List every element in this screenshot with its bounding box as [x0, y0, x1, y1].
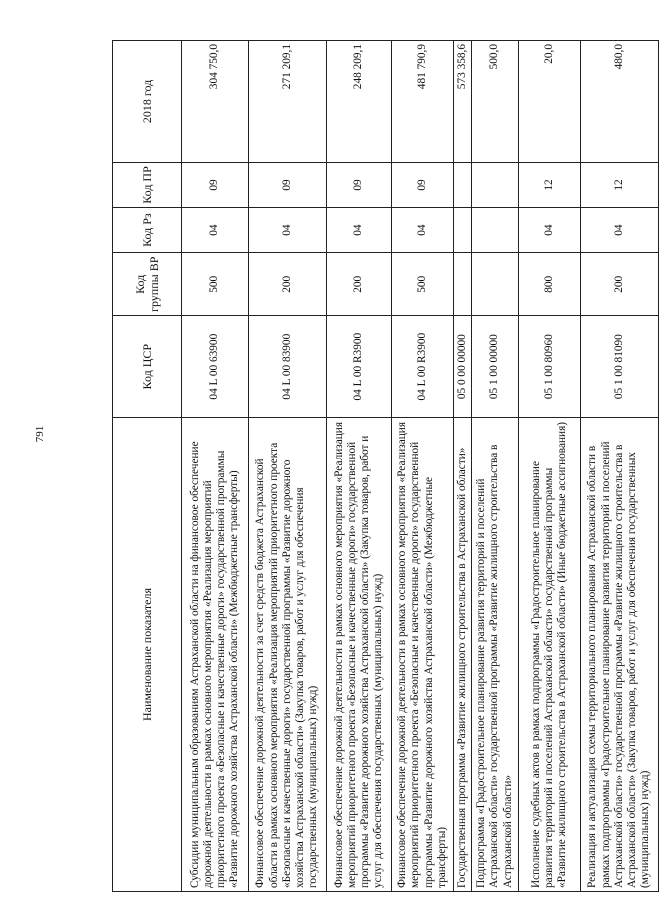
- row-vr: [472, 253, 519, 316]
- table-row: [454, 41, 472, 892]
- row-csr: 05 0 00 00000: [454, 316, 472, 418]
- table-row: [472, 41, 519, 892]
- row-name: Исполнение судебных актов в рамках подпрограммы «Градостроительное планирование развития территорий и поселений Астраханской области» государственной программы «Развитие жилищного строительства в Астраханской области» (Иные бюджетные ассигнования): [519, 417, 581, 891]
- header-name: Наименование показателя: [113, 417, 182, 891]
- header-pr: Код ПР: [113, 162, 182, 207]
- row-name: Финансовое обеспечение дорожной деятельности в рамках основного мероприятия «Реализация мероприятий приоритетного проекта «Безопасные и качественные дороги» государственной программы «Развитие дорожного хозяйства Астраханской области» (Межбюджетные трансферты): [392, 417, 454, 891]
- header-csr: Код ЦСР: [113, 316, 182, 418]
- row-pr: 12: [581, 162, 659, 207]
- row-csr: 04 L 00 63900: [182, 316, 249, 418]
- row-sum: 500,0: [472, 41, 519, 163]
- row-sum: 304 750,0: [182, 41, 249, 163]
- table-row: [392, 41, 454, 892]
- row-sum: 481 790,9: [392, 41, 454, 163]
- row-csr: 04 L 00 R3900: [327, 316, 392, 418]
- row-pr: [472, 162, 519, 207]
- row-pr: 09: [327, 162, 392, 207]
- row-name: Государственная программа «Развитие жилищного строительства в Астраханской области»: [454, 417, 472, 891]
- row-csr: 05 1 00 00000: [472, 316, 519, 418]
- row-name: Финансовое обеспечение дорожной деятельности за счет средств бюджета Астраханской области в рамках основного мероприятия «Реализация мероприятий приоритетного проекта «Безопасные и качественные дороги» государственной программы «Развитие дорожного хозяйства Астраханской области» (Закупка товаров, работ и услуг для обеспечения государственных (муниципальных) нужд): [249, 417, 327, 891]
- row-rz: 04: [182, 208, 249, 253]
- row-pr: [454, 162, 472, 207]
- row-pr: 09: [249, 162, 327, 207]
- row-name: Субсидии муниципальным образованиям Астраханской области на финансовое обеспечение дорожной деятельности в рамках основного мероприятия «Реализация мероприятий приоритетного проекта «Безопасные и качественные дороги» государственной программы «Развитие дорожного хозяйства Астраханской области» (Межбюджетные трансферты): [182, 417, 249, 891]
- header-row: [113, 41, 182, 892]
- row-csr: 05 1 00 80960: [519, 316, 581, 418]
- row-rz: 04: [249, 208, 327, 253]
- row-rz: 04: [327, 208, 392, 253]
- table-row: [327, 41, 392, 892]
- row-vr: 200: [249, 253, 327, 316]
- page-number: 791: [34, 425, 46, 443]
- header-vr: Код группы ВР: [113, 253, 182, 316]
- header-rz: Код Рз: [113, 208, 182, 253]
- row-rz: 04: [519, 208, 581, 253]
- header-sum: 2018 год: [113, 41, 182, 163]
- row-name: Подпрограмма «Градостроительное планирование развития территорий и поселений Астраханской области» государственной программы «Развитие жилищного строительства в Астраханской области»: [472, 417, 519, 891]
- row-sum: 248 209,1: [327, 41, 392, 163]
- row-vr: [454, 253, 472, 316]
- row-sum: 271 209,1: [249, 41, 327, 163]
- row-sum: 20,0: [519, 41, 581, 163]
- rotated-table-container: [112, 40, 652, 892]
- row-vr: 200: [327, 253, 392, 316]
- row-csr: 04 L 00 83900: [249, 316, 327, 418]
- row-rz: 04: [392, 208, 454, 253]
- row-vr: 500: [392, 253, 454, 316]
- row-pr: 12: [519, 162, 581, 207]
- table-row: [249, 41, 327, 892]
- row-sum: 573 358,6: [454, 41, 472, 163]
- row-vr: 800: [519, 253, 581, 316]
- row-rz: [472, 208, 519, 253]
- row-name: Реализация и актуализация схемы территориального планирования Астраханской области в рамках подпрограммы «Градостроительное планирование развития территорий и поселений Астраханской области» государственной программы «Развитие жилищного строительства в Астраханской области» (Закупка товаров, работ и услуг для обеспечения государственных (муниципальных) нужд): [581, 417, 659, 891]
- row-rz: 04: [581, 208, 659, 253]
- budget-table: [112, 40, 659, 892]
- row-rz: [454, 208, 472, 253]
- row-pr: 09: [182, 162, 249, 207]
- table-row: [182, 41, 249, 892]
- row-csr: 04 L 00 R3900: [392, 316, 454, 418]
- table-row: [519, 41, 581, 892]
- row-pr: 09: [392, 162, 454, 207]
- row-name: Финансовое обеспечение дорожной деятельности в рамках основного мероприятия «Реализация мероприятий приоритетного проекта «Безопасные и качественные дороги» государственной программы «Развитие дорожного хозяйства Астраханской области» (Закупка товаров, работ и услуг для обеспечения государственных (муниципальных) нужд): [327, 417, 392, 891]
- row-vr: 500: [182, 253, 249, 316]
- row-csr: 05 1 00 81090: [581, 316, 659, 418]
- table-row: [581, 41, 659, 892]
- row-vr: 200: [581, 253, 659, 316]
- row-sum: 480,0: [581, 41, 659, 163]
